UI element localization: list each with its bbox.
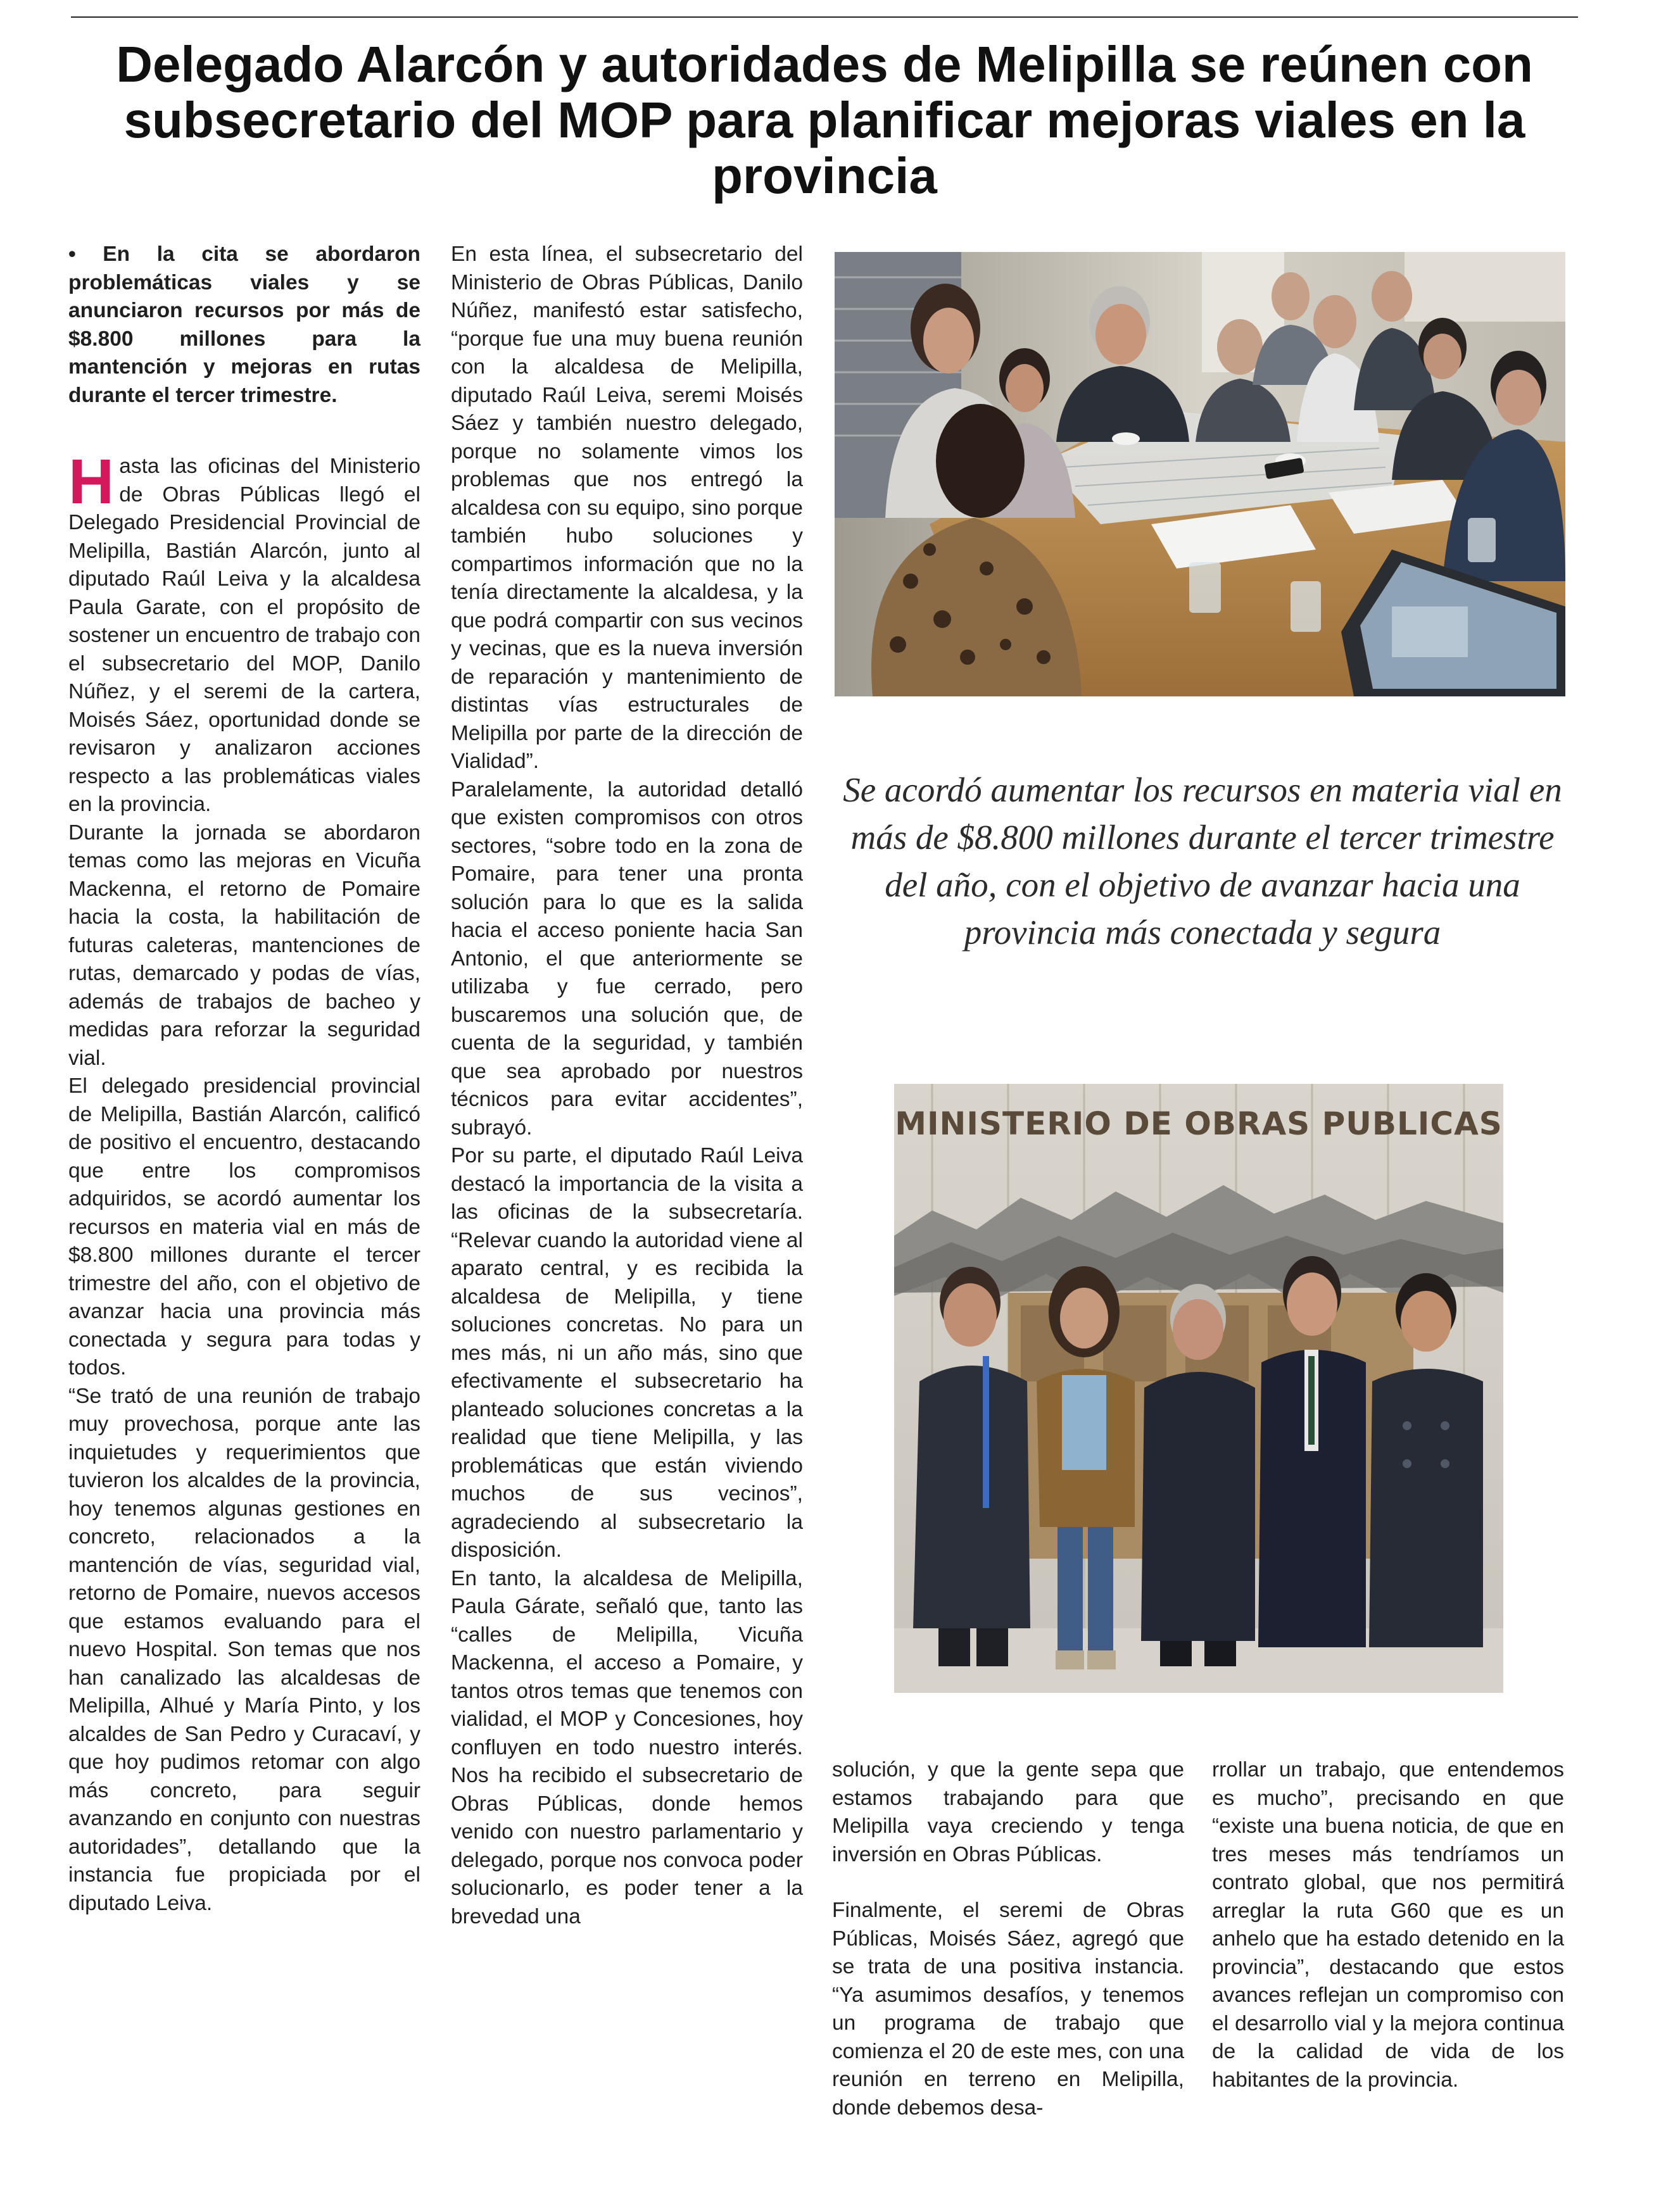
col3-paragraph-2: Finalmente, el seremi de Obras Públicas, Moisés Sáez, agregó que se trata de una positiva instancia. “Ya asumimos desafíos, y tenemos un programa de trabajo que comienza el 20 de este mes, con una reunión en terreno en Melipilla, donde debemos desa- [832,1899,1184,2120]
top-rule [71,16,1578,18]
lead-summary: • En la cita se abordaron problemáticas viales y se anunciaron recursos por más de $8.800 millones para la mantención y mejoras en rutas durante el tercer trimestre. [68,242,420,407]
paragraph-gap [832,1869,1184,1897]
ministry-sign: MINISTERIO DE OBRAS PUBLICAS [895,1105,1503,1142]
col1-paragraph-3: El delegado presidencial provincial de Melipilla, Bastián Alarcón, calificó de positivo el encuentro, destacando que entre los compromisos adquiridos, se acordó aumentar los recursos en materia vial en más de $8.800 millones durante el tercer trimestre del año, con el objetivo de avanzar hacia una provincia más conectada y segura para todas y todos. [68,1074,420,1379]
column-2 [451,241,803,1931]
col1-paragraph-4: “Se trató de una reunión de trabajo muy provechosa, porque ante las inquietudes y requerimientos que tuvieron los alcaldes de la provincia, hoy tenemos algunas gestiones en concreto, relacionados a la mantención de vías, seguridad vial, retorno de Pomaire, nuevos accesos que estamos evaluando para el nuevo Hospital. Son temas que nos han canalizado las alcaldesas de Melipilla, Alhué y María Pinto, y los alcaldes de San Pedro y Curacaví, y que hoy pudimos retomar con algo más concreto, para seguir avanzando en conjunto con nuestras autoridades”, detallando que la instancia fue propiciada por el diputado Leiva. [68,1384,420,1915]
meeting-photo [835,252,1565,696]
col4-paragraph-1: rrollar un trabajo, que entendemos es mucho”, precisando en que “existe una buena noticia, de que en tres meses más tendríamos un contrato global, que nos permitirá arreglar la ruta G60 que es un anhelo que ha estado detenido en la provincia”, destacando que estos avances reflejan un compromiso con el desarrollo vial y la mejora continua de la calidad de vida de los habitantes de la provincia. [1212,1758,1564,2092]
column-3 [832,1756,1184,2122]
headline: Delegado Alarcón y autoridades de Melipilla se reúnen con subsecretario del MOP para planificar mejoras viales en la provincia [116,36,1533,204]
col2-paragraph-2: Paralelamente, la autoridad detalló que existen compromisos con otros sectores, “sobre todo en la zona de Pomaire, para tener una pronta solución para lo que es la salida hacia el acceso poniente hacia San Antonio, el que anteriormente se utilizaba y fue cerrado, pero buscaremos una solución que, de cuenta de la seguridad, y también que sea aprobado por nuestros técnicos para evitar accidentes”, subrayó. [451,777,803,1140]
column-1 [68,241,420,1918]
meeting-photo-drawing [835,252,1565,696]
col1-paragraph-2: Durante la jornada se abordaron temas como las mejoras en Vicuña Mackenna, el retorno de Pomaire hacia la costa, la habilitación de futuras caleteras, mantenciones de rutas, demarcado y podas de vías, además de trabajos de bacheo y medidas para reforzar la seguridad vial. [68,820,420,1070]
col2-paragraph-4: En tanto, la alcaldesa de Melipilla, Paula Gárate, señaló que, tanto las “calles de Melipilla, Vicuña Mackenna, el acceso a Pomaire, y tantos otros temas que tenemos con vialidad, el MOP y Concesiones, hoy confluyen en todo nuestro interés. Nos ha recibido el subsecretario de Obras Públicas, donde hemos venido con nuestro parlamentario y delegado, porque nos convoca poder solucionarlo, es poder tener a la brevedad una [451,1566,803,1928]
col1-paragraph-1-text: asta las oficinas del Ministerio de Obras Públicas llegó el Delegado Presidencial Provincial de Melipilla, Bastián Alarcón, junto al diputado Raúl Leiva y la alcaldesa Paula Garate, con el propósito de sostener un encuentro de trabajo con el subsecretario del MOP, Danilo Núñez, y el seremi de la cartera, Moisés Sáez, oportunidad donde se revisaron y analizaron acciones respecto a las problemáticas viales en la provincia. [68,455,420,816]
col2-paragraph-1: En esta línea, el subsecretario del Ministerio de Obras Públicas, Danilo Núñez, manifestó estar satisfecho, “porque fue una muy buena reunión con la alcaldesa de Melipilla, diputado Raúl Leiva, seremi Moisés Sáez y también nuestro delegado, porque no solamente vimos los problemas que nos entregó la alcaldesa con su equipo, sino porque también hubo soluciones y compartimos información que no la tenía directamente la alcaldesa, y la que podrá compartir con sus vecinos y vecinas, que es la nueva inversión de reparación y mantenimiento de distintas vías estructurales de Melipilla por parte de la dirección de Vialidad”. [451,242,803,773]
column-4 [1212,1756,1564,2094]
col1-paragraph-1 [68,446,420,819]
group-photo-drawing [894,1084,1503,1693]
group-photo [894,1084,1503,1693]
drop-cap: H [68,446,115,517]
col2-paragraph-3: Por su parte, el diputado Raúl Leiva destacó la importancia de la visita a las oficinas de la subsecretaría. “Relevar cuando la autoridad viene al aparato central, y es recibida la alcaldesa de Melipilla, y tiene soluciones concretas. No para un mes más, ni un año más, sino que efectivamente el subsecretario ha planteado soluciones concretas a la realidad que tiene Melipilla, y las problemáticas que están viviendo muchos de sus vecinos”, agradeciendo al subsecretario la disposición. [451,1144,803,1562]
pull-quote: Se acordó aumentar los recursos en materia vial en más de $8.800 millones durante el tercer trimestre del año, con el objetivo de avanzar hacia una provincia más conectada y segura [843,770,1562,952]
col3-paragraph-1: solución, y que la gente sepa que estamos trabajando para que Melipilla vaya creciendo y tenga inversión en Obras Públicas. [832,1758,1184,1866]
